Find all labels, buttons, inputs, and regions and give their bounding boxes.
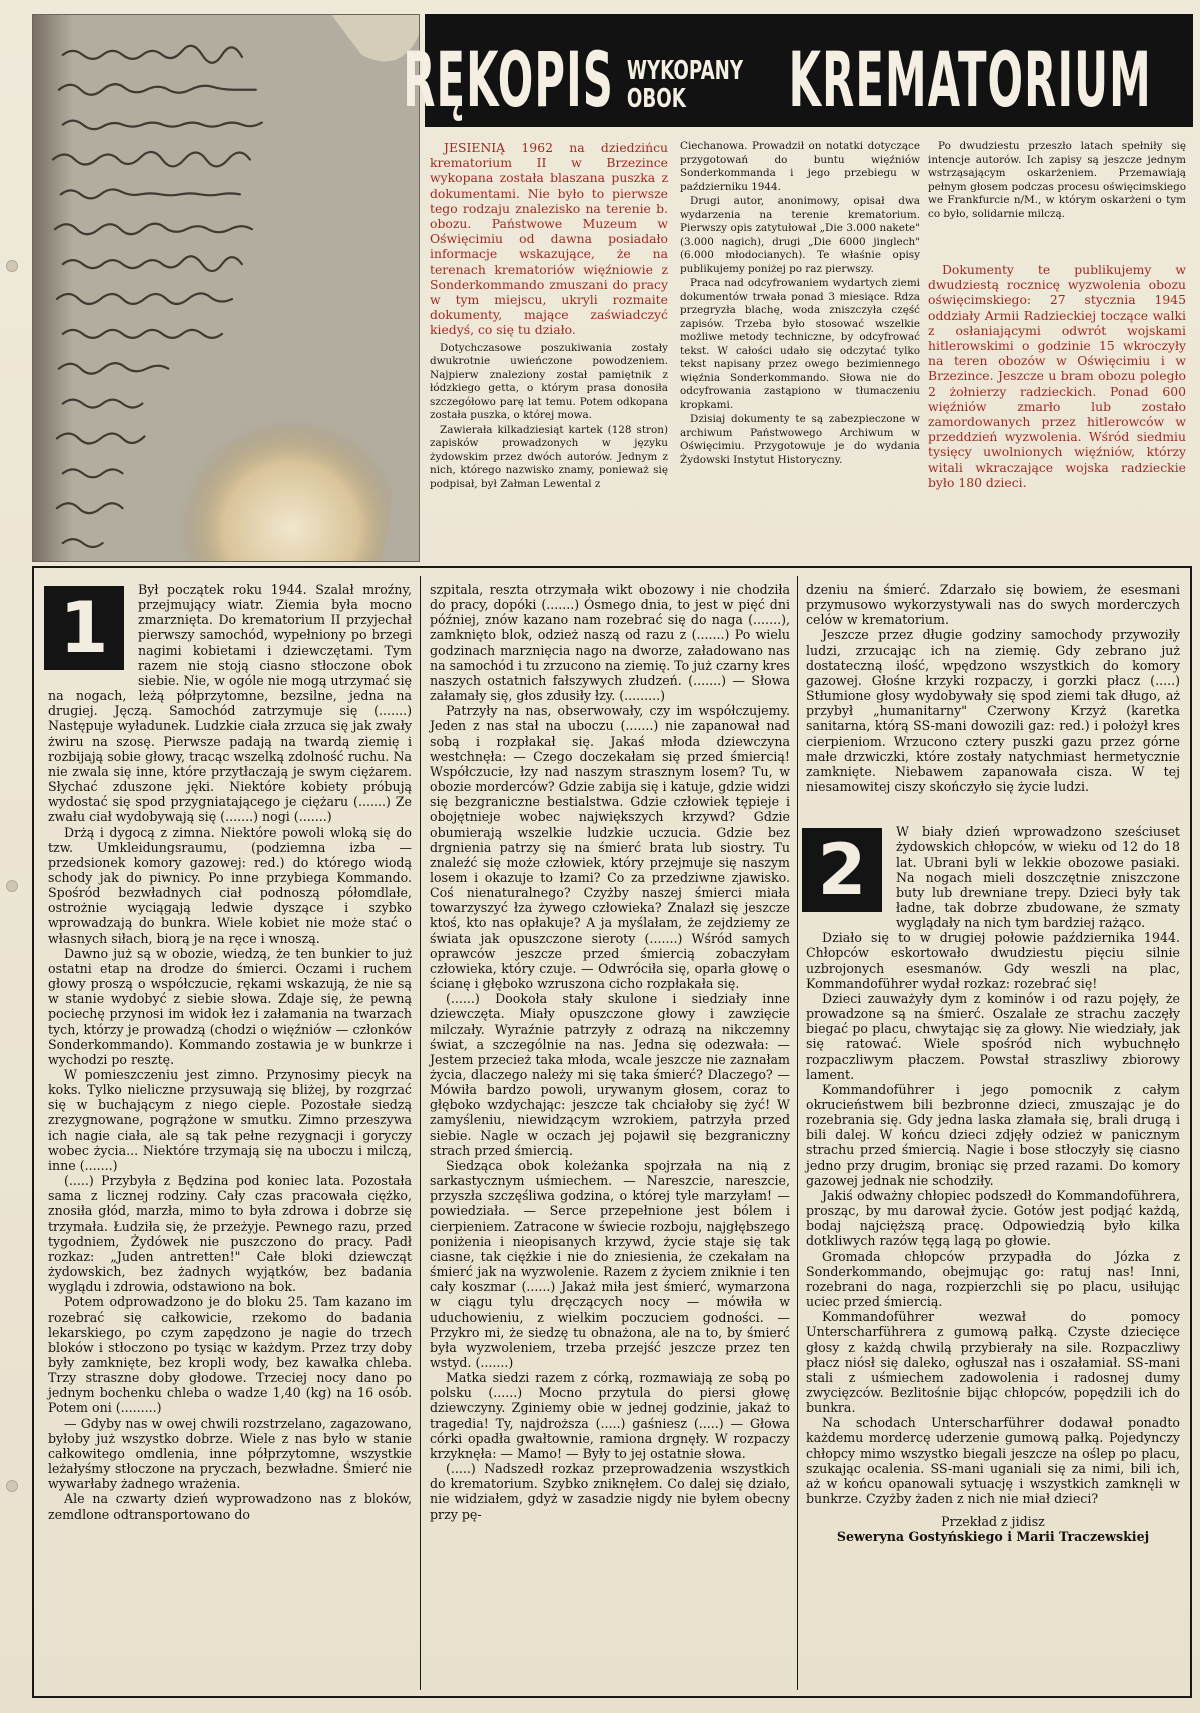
body-column-3 <box>806 582 1180 1545</box>
body-paragraph: Dawno już są w obozie, wiedzą, że ten bunkier to już ostatni etap na drodze do śmierci. Oczami i ruchem głowy proszą o współczucie, rękami wskazują, że nie są w stanie wydobyć z siebie słowa. Zdaje się, że pewną pociechę przynosi im widok łez i załamania na twarzach tych, którzy je prowadzą (chodzi o więźniów — członków Sonderkommando). Kommando zostawia je w bunkrze i wychodzi po resztę. <box>48 945 412 1067</box>
intro-paragraph: Praca nad odcyfrowaniem wydartych ziemi dokumentów trwała ponad 3 miesiące. Rdza przegryzła blachę, woda zniszczyła część zapisów. Trzeba było stosować wszelkie możliwe metody techniczne, by odcyfrować tekst. W całości udało się odczytać tylko tekst napisany przez owego bezimiennego więźnia Sonderkommando. Słowa nie do odcyfrowania zastąpiono w tłumaczeniu kropkami. <box>680 277 920 411</box>
column-rule <box>420 576 421 1690</box>
credit-line: Przekład z jidisz <box>941 1514 1045 1530</box>
body-paragraph: Jeszcze przez długie godziny samochody przywoziły ludzi, zrzucając ich na ziemię. Gdy zebrano już dostateczną ilość, wpędzono wszystkich do komory gazowej. Głośne krzyki rozpaczy, i gorzki płacz (.....) Stłumione głosy wydobywały się spod ziemi tak długo, aż przybył „humanitarny" Czerwony Krzyż (karetka sanitarna, którą SS-mani dowozili gaz: red.) i położył kres cierpieniom. Wrzucono cztery puszki gazu przez górne małe drzwiczki, które zostały natychmiast hermetycznie zamknięte. Niebawem zapanowała cisza. W tej niesamowitej ciszy skończyło się życie ludzi. <box>806 627 1180 795</box>
body-paragraph: Gromada chłopców przypadła do Józka z Sonderkommando, obejmując go: ratuj nas! Inni, rozebrani do naga, rozpierzchli się po placu, usiłując uciec przed śmiercią. <box>806 1248 1180 1310</box>
intro-lead-paragraph: JESIENIĄ 1962 na dziedzińcu krematorium II w Brzezince wykopana została blaszana puszka z dokumentami. Nie było to pierwsze tego rodzaju znalezisko na terenie b. obozu. Państwowe Muzeum w Oświęcimiu od dawna posiadało informacje wskazujące, że na terenach krematoriów więźniowie z Sonderkommando zmuszani do pracy w tym miejscu, ukryli rozmaite dokumenty, mające zaświadczyć kiedyś, co się tu działo. <box>430 140 668 338</box>
body-paragraph: Kommandoführer i jego pomocnik z całym okrucieństwem bili bezbronne dzieci, zmuszając je do rozebrania się. Gdy jedna laska złamała się, brali drugą i bili dalej. W końcu dzieci zdjęły odzież w panicznym strachu przed śmiercią. Nagie i bose stłoczyły się ciasno jedno przy drugim, broniąc się przed razami. Do komory gazowej jednak nie schodziły. <box>806 1081 1180 1188</box>
section-number-1: 1 <box>44 586 124 670</box>
body-paragraph: (.....) Przybyła z Będzina pod koniec lata. Pozostała sama z licznej rodziny. Cały czas pracowała ciężko, znosiła głód, marzła, mimo to była zdrowa i dobrze się trzymała. Łudziła się, że przeżyje. Pewnego razu, przed tygodniem, Żydówek nie puszczono do pracy. Padł rozkaz: „Juden antretten!" Całe bloki dziewcząt żydowskich, bez żadnych wyjątków, bez badania wyglądu i zdrowia, odstawiono na bok. <box>48 1173 412 1295</box>
body-paragraph: Działo się to w drugiej połowie października 1944. Chłopców eskortowało dwudziestu pięciu silnie uzbrojonych esesmanów. Gdy weszli na plac, Kommandoführer wydał rozkaz: rozebrać się! <box>806 930 1180 991</box>
manuscript-photo <box>32 14 420 562</box>
intro-closing <box>928 262 1186 491</box>
body-paragraph: Na schodach Unterscharführer dodawał ponadto każdemu mordercę uderzenie gumową pałką. Pojedynczy chłopcy mimo wszystko biegali jeszcze na oślep po placu, szukając ocalenia. SS-mani uganiali się za nimi, bili ich, aż w końcu opanowali sytuację i wszystkich zamknęli w bunkrze. Czyżby żaden z nich nie miał dzieci? <box>806 1415 1180 1507</box>
intro-lead <box>430 140 668 338</box>
body-paragraph: Ale na czwarty dzień wyprowadzono nas z bloków, zemdlone odtransportowano do <box>48 1491 412 1522</box>
intro-paragraph: Drugi autor, anonimowy, opisał dwa wydarzenia na terenie krematorium. Pierwszy opis zatytułował „Die 3.000 nakete" (3.000 nagich), drugi „Die 6000 jinglech" (6.000 młodocianych). Te właśnie opisy publikujemy poniżej po raz pierwszy. <box>680 195 920 275</box>
intro-paragraph: Po dwudziestu przeszło latach spełniły się intencje autorów. Ich zapisy są jeszcze jednym wstrząsającym oskarżeniem. Przemawiają pełnym głosem podczas procesu oświęcimskiego we Frankfurcie n/M., w którym oskarżeni o tym co było, solidarnie milczą. <box>928 140 1186 220</box>
translation-credit <box>806 1514 1180 1544</box>
binding-hole <box>6 260 18 272</box>
body-paragraph: Jakiś odważny chłopiec podszedł do Kommandoführera, prosząc, by mu darował życie. Gotów jest podjąć każdą, bodaj najcięższą pracę. Odpowiedzią było kilka dotkliwych razów tęgą lagą po głowie. <box>806 1187 1180 1249</box>
section-number-2: 2 <box>802 828 882 912</box>
body-paragraph: (.....) Nadszedł rozkaz przeprowadzenia wszystkich do krematorium. Szybko zniknęłem. Co dalej się działo, nie widziałem, gdyż w zasadzie nigdy nie byłem obecny przy pę- <box>430 1461 790 1522</box>
body-paragraph: Potem odprowadzono je do bloku 25. Tam kazano im rozebrać się całkowicie, rzekomo do badania lekarskiego, po czym zapędzono je nagie do trzech bloków i stłoczono po tysiąc w każdym. Przez trzy doby były zamknięte, bez kropli wody, bez kawałka chleba. Trzy straszne doby głodowe. Trzeciej nocy dano po jednym bochenku chleba o wadze 1,40 (kg) na 16 osób. Potem oni (.........) <box>48 1294 412 1416</box>
intro-column-1 <box>430 140 668 492</box>
body-paragraph: W biały dzień wprowadzono sześciuset żydowskich chłopców, w wieku od 12 do 18 lat. Ubrani byli w lekkie obozowe pasiaki. Na nogach mieli doszczętnie zniszczone buty lub drewniane trepy. Dzieci były tak ładne, tak dobrze zbudowane, że szmaty wyglądały na nich tym bardziej rażąco. <box>896 824 1180 931</box>
intro-paragraph: Zawierała kilkadziesiąt kartek (128 stron) zapisków prowadzonych w języku żydowskim przez dwóch autorów. Jednym z nich, którego nazwisko znamy, ponieważ się podpisał, był Załman Lewental z <box>430 423 668 490</box>
body-paragraph: Kommandoführer wezwał do pomocy Unterscharführera z gumową pałką. Czyste dziecięce głosy z każdą chwilą przybierały na sile. Rozpaczliwy płacz niósł się daleko, ogłuszał nas i oszałamiał. SS-mani stali z uśmiechem zadowolenia i radosnej dumy zwycięzców. Bezlitośnie bijąc chłopców, popędzili ich do bunkra. <box>806 1309 1180 1416</box>
body-column-1 <box>48 582 412 1522</box>
body-paragraph: Drżą i dygocą z zimna. Niektóre powoli wloką się do tzw. Umkleidungsraumu, (podziemna izba — przedsionek komory gazowej: red.) do którego wiodą schody jak do piwnicy. Po inne przybiega Kommando. Spośród bezwładnych ciał podnoszą półomdlałe, ostrożnie wyciągają ledwie dyszące i szybko wprowadzają do bunkra. Wiele kobiet nie może stać o własnych siłach, biorą je na ręce i wnoszą. <box>48 824 412 946</box>
binding-hole <box>6 880 18 892</box>
manuscript-image <box>33 15 419 561</box>
headline-banner <box>403 14 1193 127</box>
intro-column-3 <box>928 140 1186 222</box>
section-spacer <box>806 794 1180 824</box>
intro-paragraph: Dotychczasowe poszukiwania zostały dwukrotnie uwieńczone powodzeniem. Najpierw znaleziony został pamiętnik z łódzkiego getta, o którym prasa donosiła szczegółowo parę lat temu. Potem odkopana została puszka, o której mowa. <box>430 341 668 422</box>
body-paragraph: — Gdyby nas w owej chwili rozstrzelano, zagazowano, byłoby już wszystko dobrze. Wiele z nas było w stanie całkowitego omdlenia, inne półprzytomne, wszystkie leżałyśmy stłoczone na pryczach, bezwładne. Śmierć nie wywarłaby żadnego wrażenia. <box>48 1415 412 1492</box>
intro-paragraph: Ciechanowa. Prowadził on notatki dotyczące przygotowań do buntu więźniów Sonderkommanda i jego przebiegu w październiku 1944. <box>680 140 920 193</box>
body-paragraph: Patrzyły na nas, obserwowały, czy im współczujemy. Jeden z nas stał na uboczu (.......) nie zapanował nad sobą i rozpłakał się. Jakaś młoda dziewczyna westchnęła: — Czego doczekałam się przed śmiercią! Współczucie, łzy nad naszym strasznym losem? Tu, w obozie morderców? Gdzie zabija się i katuje, gdzie widzi się bezgraniczne bestialstwa. Gdzie człowiek tępieje i obojętnieje wobec największych krzywd? Gdzie obumierają wszelkie ludzkie uczucia. Gdzie bez drgnienia patrzy się na śmierć brata lub siostry. Tu znaleźć się może człowiek, który przejmuje się naszym losem i okazuje to łzami? Co za przedziwne zjawisko. Coś nienaturalnego? Czyżby naszej śmierci miała towarzyszyć łza żywego człowieka? Znalazł się jeszcze ktoś, kto nas opłakuje? A ja myślałam, że zejdziemy ze świata jak opuszczone sieroty (.......) Wśród samych oprawców jeszcze przed śmiercią zobaczyłam człowieka, który czuje. — Odwróciła się, oparła głowę o ścianę i głęboko wzruszona cicho rozpłakała się. <box>430 703 790 992</box>
body-paragraph: szpitala, reszta otrzymała wikt obozowy i nie chodziła do pracy, dopóki (.......) Ósmego dnia, to jest w pięć dni później, znów kazano nam rozebrać się do naga (.......), zamknięto blok, odzież naszą od razu z (.......) Po wielu godzinach marznięcia nago na dworze, załadowano nas na samochód i tu zrzucono na ziemię. To już czarny kres naszych ostatnich fałszywych złudzeń. (.......) — Słowa załamały się, głos zdusiły łzy. (.........) <box>430 582 790 704</box>
body-column-2 <box>430 582 790 1522</box>
body-paragraph: (......) Dookoła stały skulone i siedziały inne dziewczęta. Miały opuszczone głowy i zawzięcie milczały. Wyraźnie patrzyły z odrazą na nikczemny świat, a szczególnie na nas. Jedna się odezwała: — Jestem przecież taka młoda, wcale jeszcze nie zaznałam życia, dlaczego należy mi się taka śmierć? Dlaczego? — Mówiła bardzo powoli, urywanym głosem, coraz to głęboko wzdychając: jeszcze tak chciałoby się żyć! W zamyśleniu, niewidzącym wzrokiem, patrzyła przed siebie. Nagle w oczach jej pojawił się bezgraniczny strach przed śmiercią. <box>430 991 790 1158</box>
body-paragraph: Matka siedzi razem z córką, rozmawiają ze sobą po polsku (......) Mocno przytula do piersi głowę dziewczyny. Zginiemy obie w jednej godzinie, jakaż to tragedia! Ty, najdroższa (.....) gaśniesz (.....) — Głowa córki opadła gwałtownie, ramiona drgnęły. W rozpaczy krzyknęła: — Mamo! — Były to jej ostatnie słowa. <box>430 1370 790 1461</box>
body-paragraph: W pomieszczeniu jest zimno. Przynosimy piecyk na koks. Tylko nieliczne przysuwają się bliżej, by rozgrzać się w buchającym z niego cieple. Pozostałe siedzą zrezygnowane, pogrążone w smutku. Zimno przeszywa ich nagie ciała, ale są tak pełne rezygnacji i goryczy wobec życia... Niektóre trzymają się na uboczu i milczą, inne (.......) <box>48 1067 412 1173</box>
intro-closing-paragraph: Dokumenty te publikujemy w dwudziestą rocznicę wyzwolenia obozu oświęcimskiego: 27 stycznia 1945 oddziały Armii Radzieckiej toczące walki z osłaniającymi odwrót wojskami hitlerowskimi o godzinie 15 wkroczyły na teren obozów w Oświęcimiu i w Brzezince. Jeszcze u bram obozu poległo 2 żołnierzy radzieckich. Ponad 600 więźniów zmarło lub zostało zamordowanych przez hitlerowców w przeddzień wyzwolenia. Wśród siedmiu tysięcy uwolnionych więźniów, którzy witali wkraczające wojska radzieckie było 180 dzieci. <box>928 262 1186 490</box>
body-paragraph: Był początek roku 1944. Szalał mroźny, przejmujący wiatr. Ziemia była mocno zmarznięta. Do krematorium II przyjechał pierwszy samochód, wypełniony po brzegi nagimi kobietami i dziewczętami. Tym razem nie stoją ciasno stłoczone obok siebie. Nie, w ogóle nie mogą utrzymać się na nogach, leżą półprzytomne, bezsilne, jedna na drugiej. Jęczą. Samochód zatrzymuje się (.......) Następuje wyładunek. Ludzkie ciała zrzuca się jak zwały żwiru na szosę. Pierwsze padają na twardą ziemię i rozbijają sobie głowy, tracąc wszelką zdolność ruchu. Na nie zwala się inne, które przytłaczają je swym ciężarem. Słychać zduszone jęki. Niektóre kobiety próbują wydostać się spod przygniatającego je ciężaru (.......) Ze zwału ciał wydobywają się (.......) nogi (.......) <box>48 582 412 825</box>
headline-part3: KREMATORIUM <box>788 35 1153 124</box>
binding-hole <box>6 1480 18 1492</box>
intro-paragraph: Dzisiaj dokumenty te są zabezpieczone w archiwum Państwowego Archiwum w Oświęcimiu. Przygotowuje je do wydania Żydowski Instytut Historyczny. <box>680 413 920 466</box>
column-rule <box>797 576 798 1690</box>
headline-part2: WYKOPANY OBOK <box>627 56 744 114</box>
body-paragraph: dzeniu na śmierć. Zdarzało się bowiem, że esesmani przymusowo wykorzystywali nas do swych morderczych celów w krematorium. <box>806 582 1180 628</box>
body-paragraph: Dzieci zauważyły dym z kominów i od razu pojęły, że prowadzone są na śmierć. Oszalałe ze strachu zaczęły biegać po placu, chwytając się za głowy. Nie wiedziały, jak się ratować. Wiele spośród nich wybuchnęło rozpaczliwym płaczem. Powstał straszliwy zbiorowy lament. <box>806 990 1180 1082</box>
body-paragraph: Siedząca obok koleżanka spojrzała na nią z sarkastycznym uśmiechem. — Nareszcie, nareszcie, przyszła szczęśliwa godzina, o której tyle marzyłam! — powiedziała. — Serce przepełnione jest bólem i cierpieniem. Zatracone w świecie rozboju, najgłębszego poniżenia i nieopisanych krzywd, życie staje się tak ciasne, tak ciężkie i nie do zniesienia, że czekałam na śmierć jak na wyzwolenie. Razem z życiem zniknie i ten cały koszmar (......) Jakaż miła jest śmierć, wymarzona w ciągu tylu dręczących nocy — mówiła w uduchowieniu, z wielkim poczuciem godności. — Przykro mi, że siedzę tu obnażona, ale na to, by śmierć była wyzwoleniem, trzeba przejść jeszcze przez ten wstyd. (.......) <box>430 1157 790 1370</box>
credit-names: Seweryna Gostyńskiego i Marii Traczewskiej <box>836 1529 1150 1545</box>
headline-part1: RĘKOPIS <box>403 35 615 124</box>
intro-column-2 <box>680 140 920 468</box>
